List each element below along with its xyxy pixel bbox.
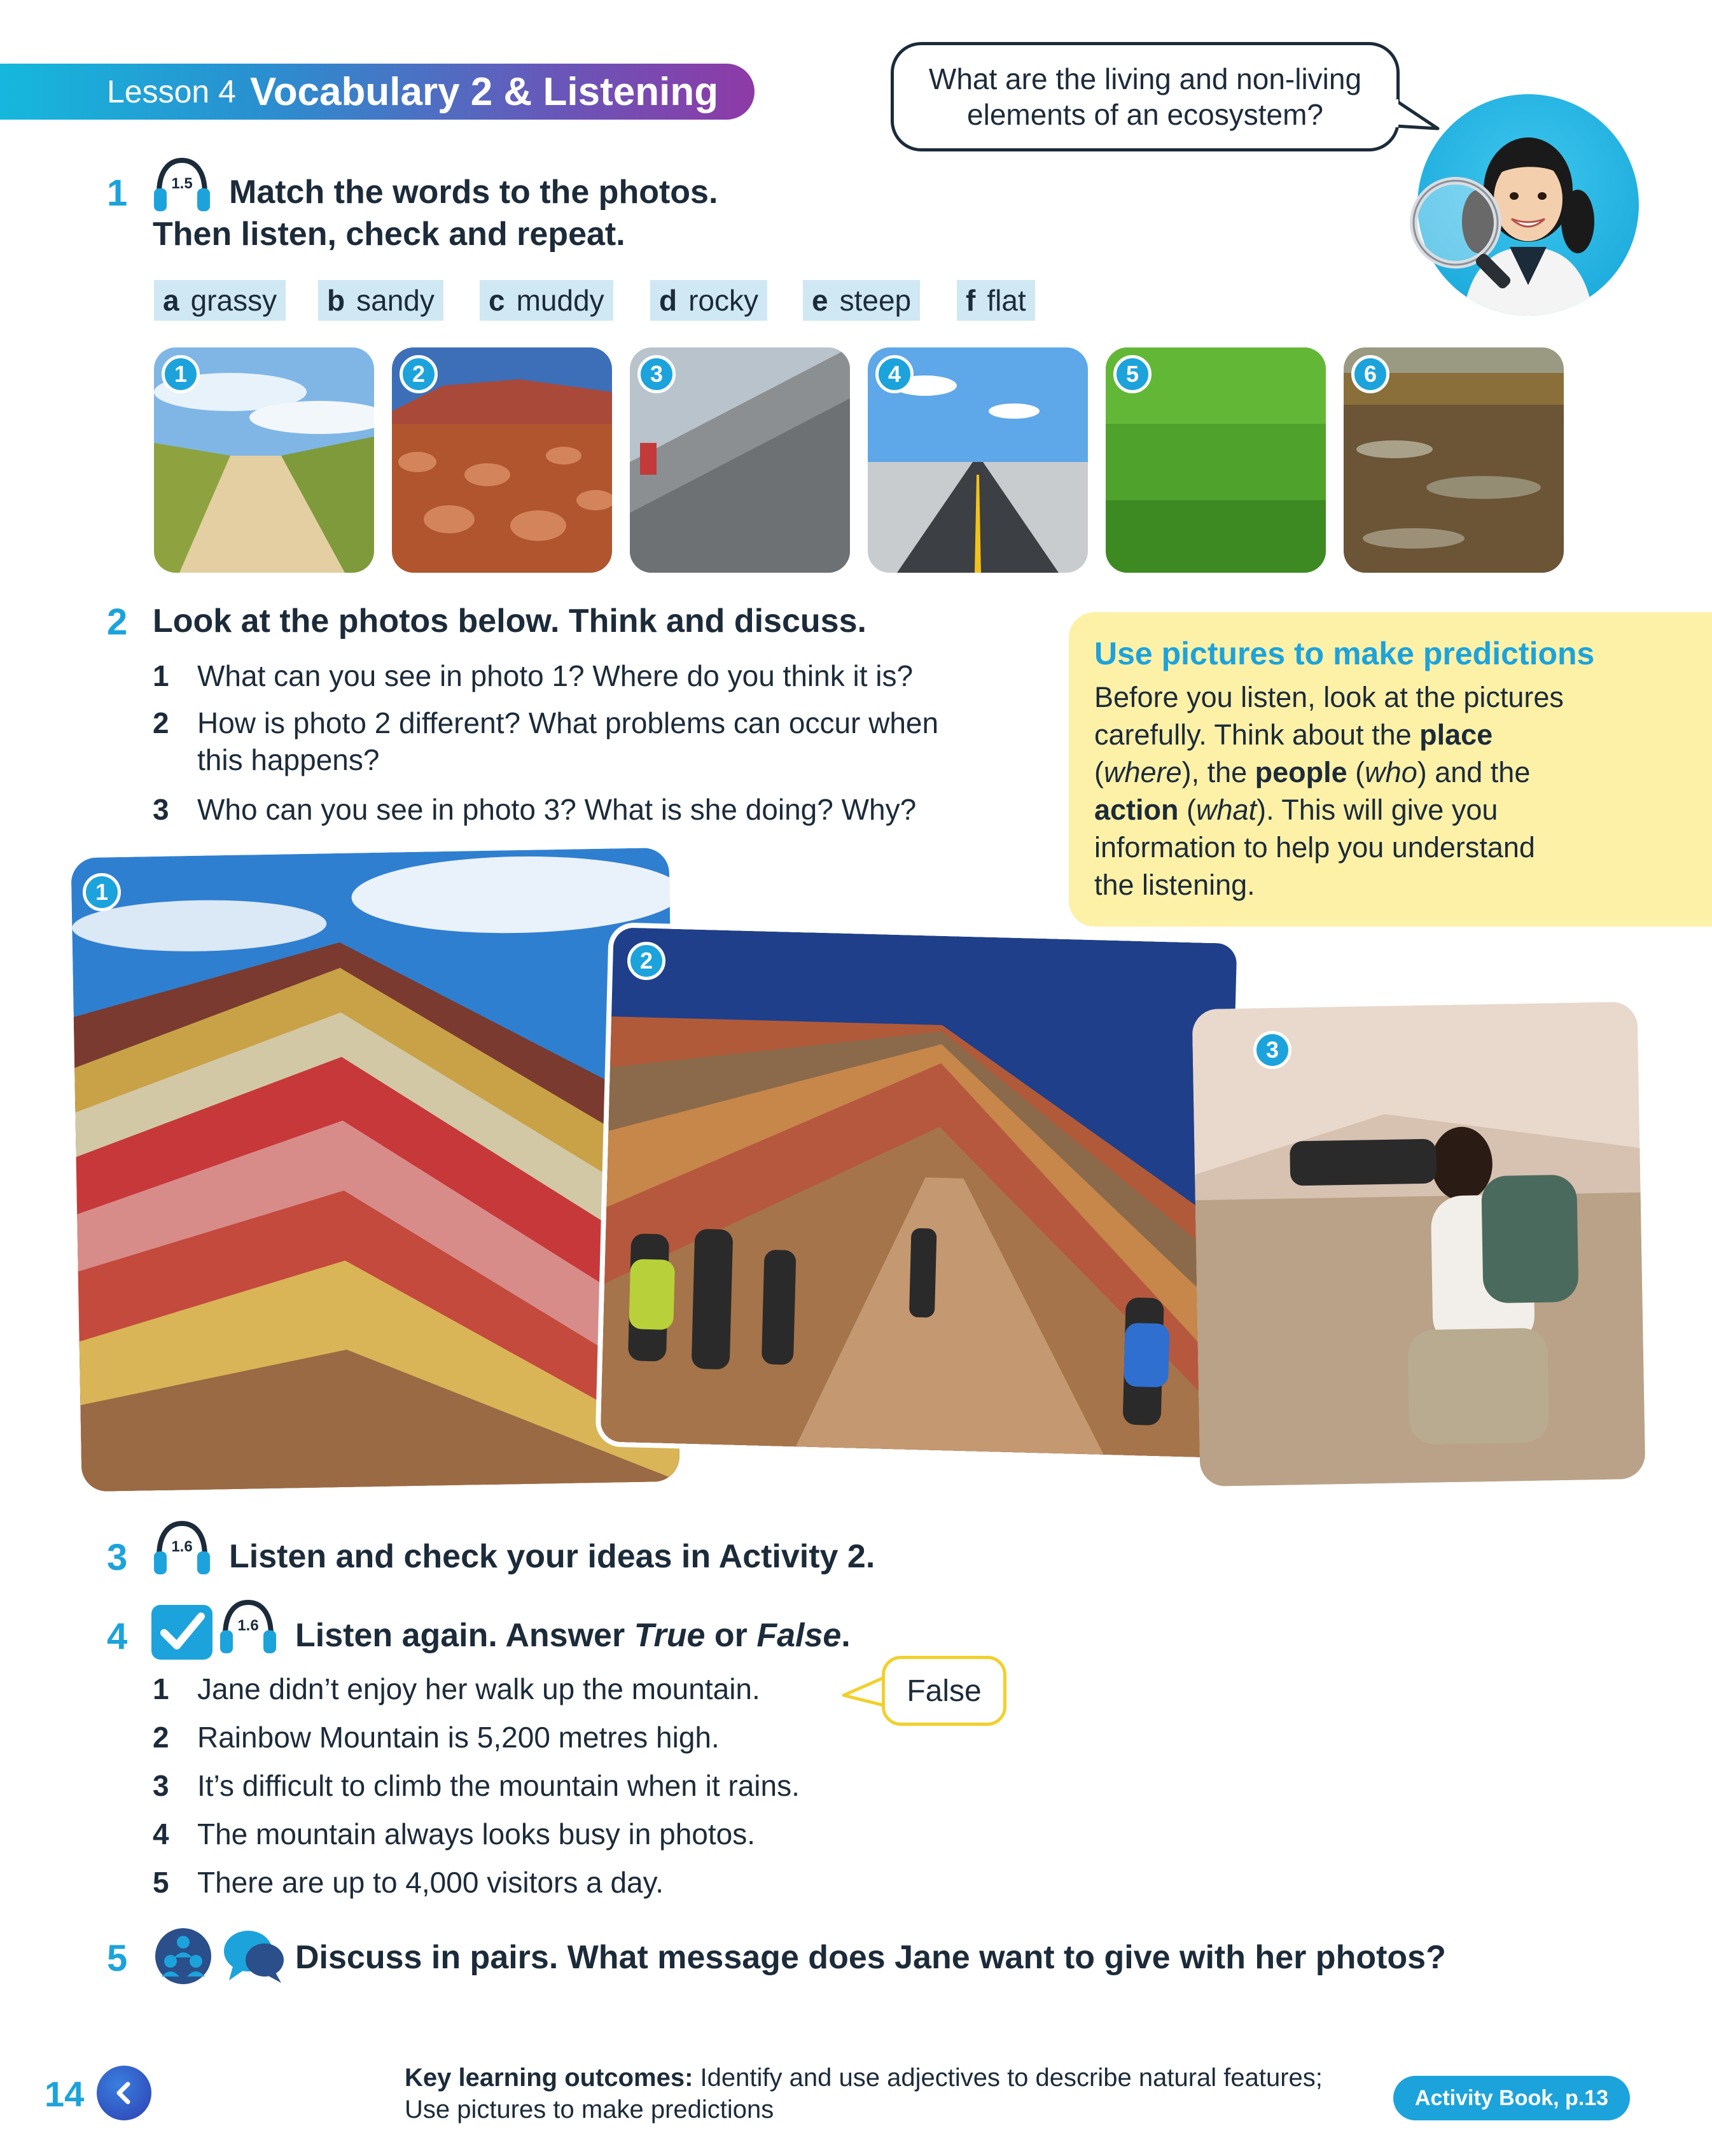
tip-line: Before you listen, look at the pictures — [1094, 681, 1564, 713]
statement-number: 5 — [153, 1866, 169, 1899]
question-3 — [153, 792, 916, 827]
statement-text: Rainbow Mountain is 5,200 metres high. — [197, 1721, 720, 1754]
tip-title: Use pictures to make predictions — [1094, 636, 1595, 671]
tip-line: the listening. — [1094, 869, 1255, 901]
statement-text: There are up to 4,000 visitors a day. — [197, 1866, 664, 1899]
chevron-left-icon — [111, 2080, 137, 2106]
question-number: 2 — [153, 706, 169, 739]
statement-number: 3 — [153, 1769, 169, 1802]
checkmark-icon — [150, 1604, 214, 1661]
question-text: Who can you see in photo 3? What is she doing? Why? — [197, 793, 917, 826]
question-number: 3 — [153, 793, 169, 826]
word-letter: a — [163, 284, 179, 317]
activity-1-number: 1 — [107, 172, 128, 214]
word-chip-rocky — [650, 280, 767, 321]
word-text: sandy — [356, 284, 435, 317]
previous-page-button[interactable] — [97, 2066, 151, 2120]
statement-4 — [153, 1816, 755, 1852]
audio-track-label: 1.6 — [237, 1617, 259, 1634]
lesson-banner — [0, 64, 755, 120]
statement-3 — [153, 1768, 800, 1803]
photo-number-badge: 2 — [400, 355, 438, 393]
tip-line: action (what). This will give you — [1094, 794, 1498, 826]
example-answer: False — [907, 1674, 982, 1708]
statement-text: The mountain always looks busy in photos. — [197, 1817, 756, 1851]
photo-number-badge: 3 — [1253, 1031, 1291, 1069]
audio-headphones-icon[interactable] — [150, 155, 214, 214]
word-chip-muddy — [480, 280, 613, 321]
word-letter: f — [966, 284, 976, 317]
lesson-title: Vocabulary 2 & Listening — [249, 69, 719, 114]
activity-1-title-line2: Then listen, check and repeat. — [153, 216, 625, 253]
question-text: What can you see in photo 1? Where do you think it is? — [197, 659, 914, 692]
photo-rainbow-mountain — [71, 848, 679, 1492]
page-number: 14 — [45, 2074, 85, 2114]
key-learning-outcomes — [405, 2062, 1397, 2125]
activity-1-title-line1: Match the words to the photos. — [229, 174, 718, 211]
tip-line: carefully. Think about the place — [1094, 718, 1493, 751]
word-text: rocky — [688, 284, 759, 317]
activity-3-title: Listen and check your ideas in Activity 2. — [229, 1538, 875, 1575]
audio-headphones-icon[interactable] — [216, 1597, 280, 1656]
photo-number-badge: 4 — [875, 355, 914, 393]
word-letter: d — [659, 284, 678, 317]
speech-discussion-icon — [220, 1924, 286, 1985]
group-work-icon — [150, 1924, 216, 1985]
lesson-label: Lesson 4 — [107, 74, 236, 109]
photo-number-badge: 2 — [627, 942, 665, 980]
audio-track-label: 1.6 — [171, 1538, 193, 1555]
question-2 — [153, 705, 938, 741]
word-text: muddy — [516, 284, 604, 317]
speech-bubble — [891, 42, 1400, 151]
statement-text: Jane didn’t enjoy her walk up the mountain. — [197, 1672, 760, 1705]
tip-body — [1094, 678, 1687, 904]
statement-number: 4 — [153, 1817, 169, 1851]
activity-4-number: 4 — [107, 1616, 128, 1657]
word-text: flat — [987, 284, 1026, 317]
statement-number: 1 — [153, 1672, 169, 1705]
statement-text: It’s difficult to climb the mountain when it rains. — [197, 1769, 800, 1802]
activity-book-label: Activity Book, p.13 — [1414, 2085, 1609, 2110]
photo-number-badge: 6 — [1351, 355, 1389, 393]
photo-number-badge: 1 — [83, 873, 121, 911]
statement-5 — [153, 1865, 664, 1900]
photo-photographer — [1192, 1002, 1646, 1487]
word-letter: c — [489, 284, 505, 317]
question-number: 1 — [153, 659, 169, 692]
magnifier-icon — [1405, 172, 1526, 293]
question-text: How is photo 2 different? What problems can occur when — [197, 706, 939, 739]
audio-track-label: 1.5 — [171, 175, 193, 192]
activity-4-title: Listen again. Answer True or False. — [295, 1617, 851, 1654]
word-text: grassy — [190, 284, 277, 317]
activity-2-number: 2 — [107, 601, 128, 643]
word-text: steep — [839, 284, 912, 317]
activity-3-number: 3 — [107, 1537, 128, 1578]
word-chip-grassy — [154, 280, 286, 321]
word-letter: e — [812, 284, 828, 317]
audio-headphones-icon[interactable] — [150, 1518, 214, 1577]
tip-line: (where), the people (who) and the — [1094, 756, 1531, 788]
activity-5-title: Discuss in pairs. What message does Jane want to give with her photos? — [295, 1939, 1446, 1976]
photo-number-badge: 5 — [1113, 355, 1152, 393]
question-2-continued: this happens? — [197, 743, 380, 776]
speech-bubble-text: What are the living and non-living elements of an ecosystem? — [928, 62, 1362, 131]
activity-2-title: Look at the photos below. Think and discuss. — [153, 603, 866, 640]
speech-bubble-tail — [1393, 95, 1444, 146]
outcomes-line1: Identify and use adjectives to describe natural features; — [693, 2064, 1323, 2092]
statement-1 — [153, 1671, 760, 1707]
statement-number: 2 — [153, 1721, 169, 1754]
photo-crowded-mountain — [595, 922, 1242, 1463]
word-chip-steep — [803, 280, 920, 321]
word-letter: b — [327, 284, 345, 317]
activity-book-link[interactable] — [1393, 2076, 1630, 2120]
example-answer-bubble — [882, 1656, 1006, 1726]
activity-5-number: 5 — [107, 1938, 128, 1979]
tip-box — [1069, 612, 1712, 927]
tip-line: information to help you understand — [1094, 831, 1535, 864]
outcomes-label: Key learning outcomes: — [405, 2064, 693, 2092]
word-chip-flat — [957, 280, 1035, 321]
statement-2 — [153, 1719, 720, 1755]
word-chip-sandy — [318, 280, 443, 321]
photo-number-badge: 1 — [162, 355, 200, 393]
photo-number-badge: 3 — [637, 355, 676, 393]
question-1 — [153, 658, 913, 694]
outcomes-line2: Use pictures to make predictions — [405, 2096, 774, 2124]
